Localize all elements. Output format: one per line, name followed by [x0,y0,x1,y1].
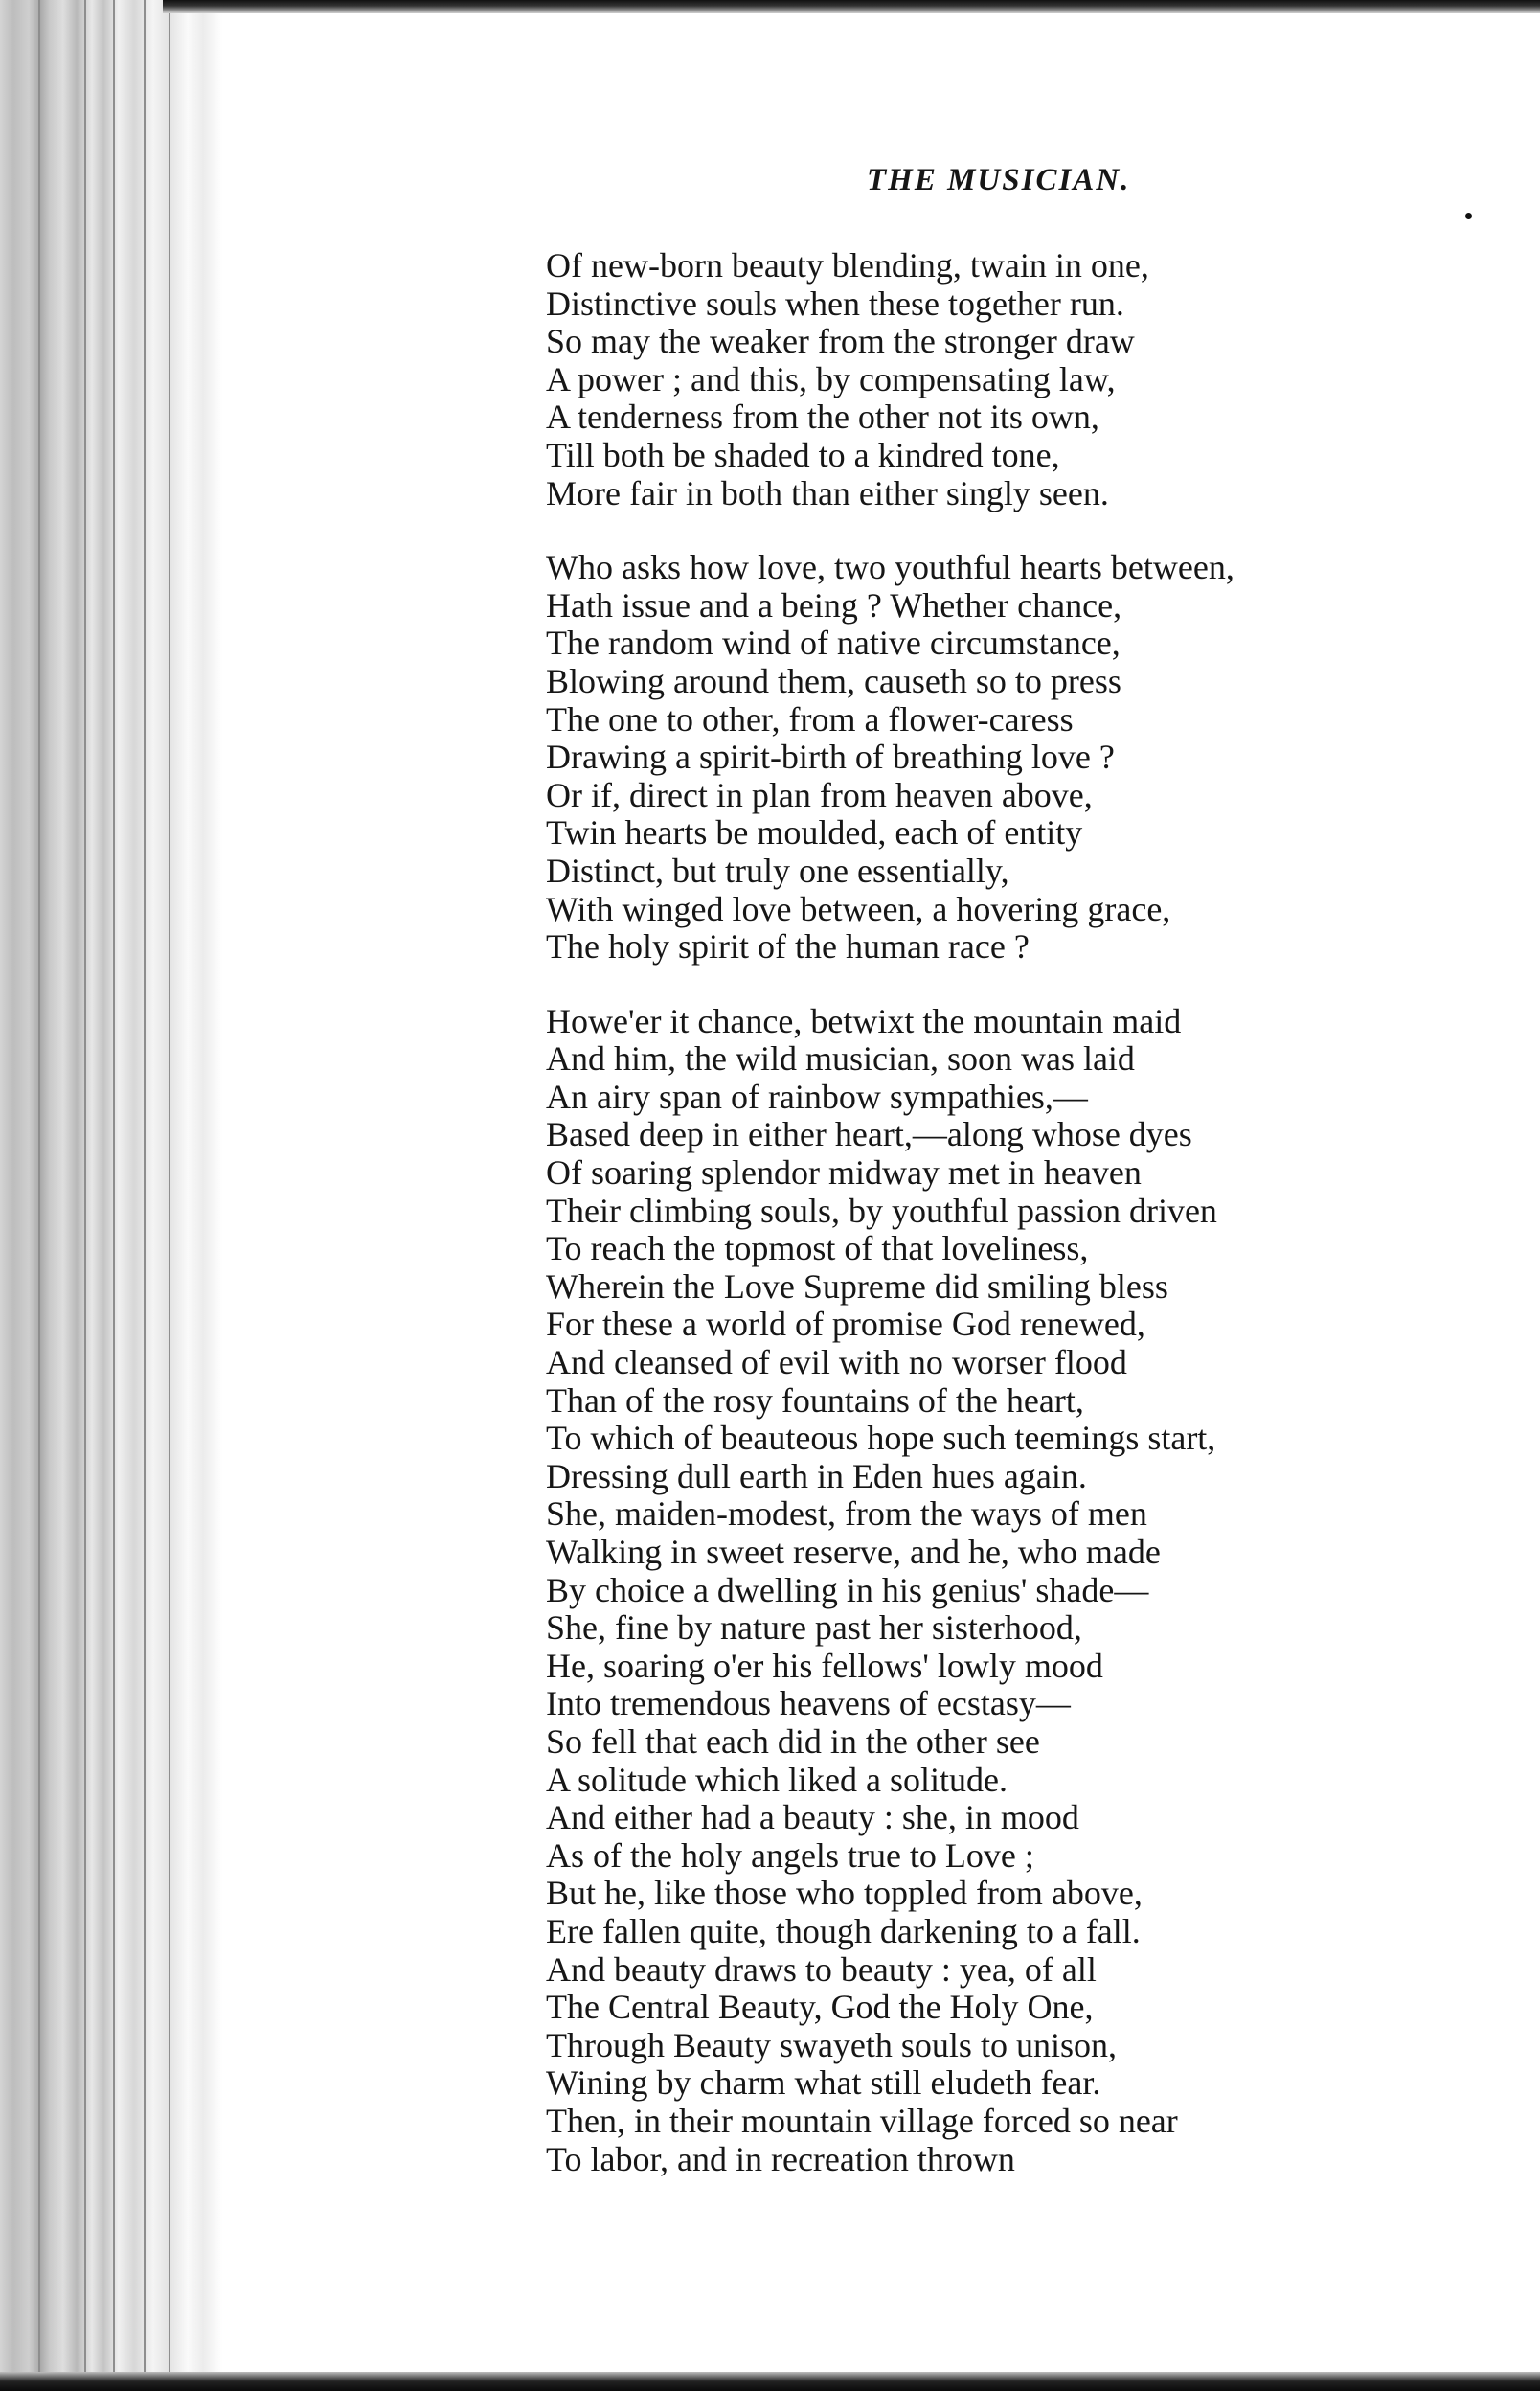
poem-body [546,247,1513,2215]
poem-line: And cleansed of evil with no worser flood [546,1343,1127,1382]
poem-line: And either had a beauty : she, in mood [546,1798,1079,1837]
poem-line: Their climbing souls, by youthful passion driven [546,1191,1217,1230]
poem-line: Distinctive souls when these together run. [546,284,1124,323]
poem-line: A tenderness from the other not its own, [546,398,1099,437]
poem-line: Dressing dull earth in Eden hues again. [546,1456,1087,1495]
running-head: THE MUSICIAN. [867,163,1131,197]
poem-line: Wherein the Love Supreme did smiling bless [546,1266,1168,1306]
poem-line: The holy spirit of the human race ? [546,927,1030,967]
poem-line: Ere fallen quite, though darkening to a fall. [546,1911,1141,1950]
poem-line: She, fine by nature past her sisterhood, [546,1608,1082,1648]
poem-line: Distinct, but truly one essentially, [546,851,1009,890]
page-edge-line [38,0,40,2391]
poem-line: To reach the topmost of that loveliness, [546,1229,1089,1268]
poem-line: Twin hearts be moulded, each of entity [546,813,1083,853]
poem-line: Based deep in either heart,—along whose dyes [546,1115,1192,1154]
poem-line: Into tremendous heavens of ecstasy— [546,1684,1071,1723]
poem-line: She, maiden-modest, from the ways of men [546,1494,1147,1534]
poem-line: For these a world of promise God renewed, [546,1305,1145,1344]
poem-line: Or if, direct in plan from heaven above, [546,775,1093,814]
poem-line: As of the holy angels true to Love ; [546,1835,1034,1875]
poem-line: The random wind of native circumstance, [546,624,1121,663]
poem-line: Blowing around them, causeth so to press [546,661,1121,700]
stanza [546,1003,1513,2178]
poem-line: Drawing a spirit-birth of breathing love ? [546,738,1115,777]
poem-line: The Central Beauty, God the Holy One, [546,1988,1094,2027]
ink-speck [1465,213,1472,219]
poem-line: Wining by charm what still eludeth fear. [546,2063,1101,2103]
poem-line: Who asks how love, two youthful hearts between, [546,548,1234,587]
poem-line: To which of beauteous hope such teemings start, [546,1419,1216,1458]
page-edge-line [113,0,115,2391]
poem-line: Till both be shaded to a kindred tone, [546,435,1060,474]
poem-line: The one to other, from a flower-caress [546,699,1074,739]
poem-line: Of new-born beauty blending, twain in one, [546,246,1149,285]
stanza [546,549,1513,967]
page-edge-line [144,0,146,2391]
scanned-page-edges [0,0,222,2391]
page-edge-line [169,0,170,2391]
poem-line: And beauty draws to beauty : yea, of all [546,1949,1097,1989]
poem-line: An airy span of rainbow sympathies,— [546,1077,1088,1116]
poem-line: A solitude which liked a solitude. [546,1760,1008,1799]
poem-line: Of soaring splendor midway met in heaven [546,1153,1142,1193]
poem-line: Howe'er it chance, betwixt the mountain maid [546,1001,1182,1040]
poem-line: He, soaring o'er his fellows' lowly mood [546,1646,1103,1685]
scan-top-border [163,0,1540,13]
poem-line: To labor, and in recreation thrown [546,2139,1015,2178]
poem-line: So may the weaker from the stronger draw [546,322,1135,361]
poem-line: With winged love between, a hovering grace, [546,889,1171,928]
poem-line: More fair in both than either singly seen. [546,473,1109,512]
poem-line: Through Beauty swayeth souls to unison, [546,2025,1117,2064]
stanza [546,247,1513,512]
poem-line: A power ; and this, by compensating law, [546,359,1116,398]
poem-line: Than of the rosy fountains of the heart, [546,1380,1084,1420]
poem-line: By choice a dwelling in his genius' shade— [546,1570,1149,1609]
poem-line: Hath issue and a being ? Whether chance, [546,585,1122,625]
poem-line: And him, the wild musician, soon was laid [546,1039,1135,1079]
poem-line: Walking in sweet reserve, and he, who made [546,1533,1161,1571]
poem-line: Then, in their mountain village forced so near [546,2101,1178,2140]
poem-line: But he, like those who toppled from above, [546,1874,1143,1913]
page-edge-line [84,0,86,2391]
poem-line: So fell that each did in the other see [546,1721,1040,1761]
scan-bottom-border [0,2372,1540,2391]
